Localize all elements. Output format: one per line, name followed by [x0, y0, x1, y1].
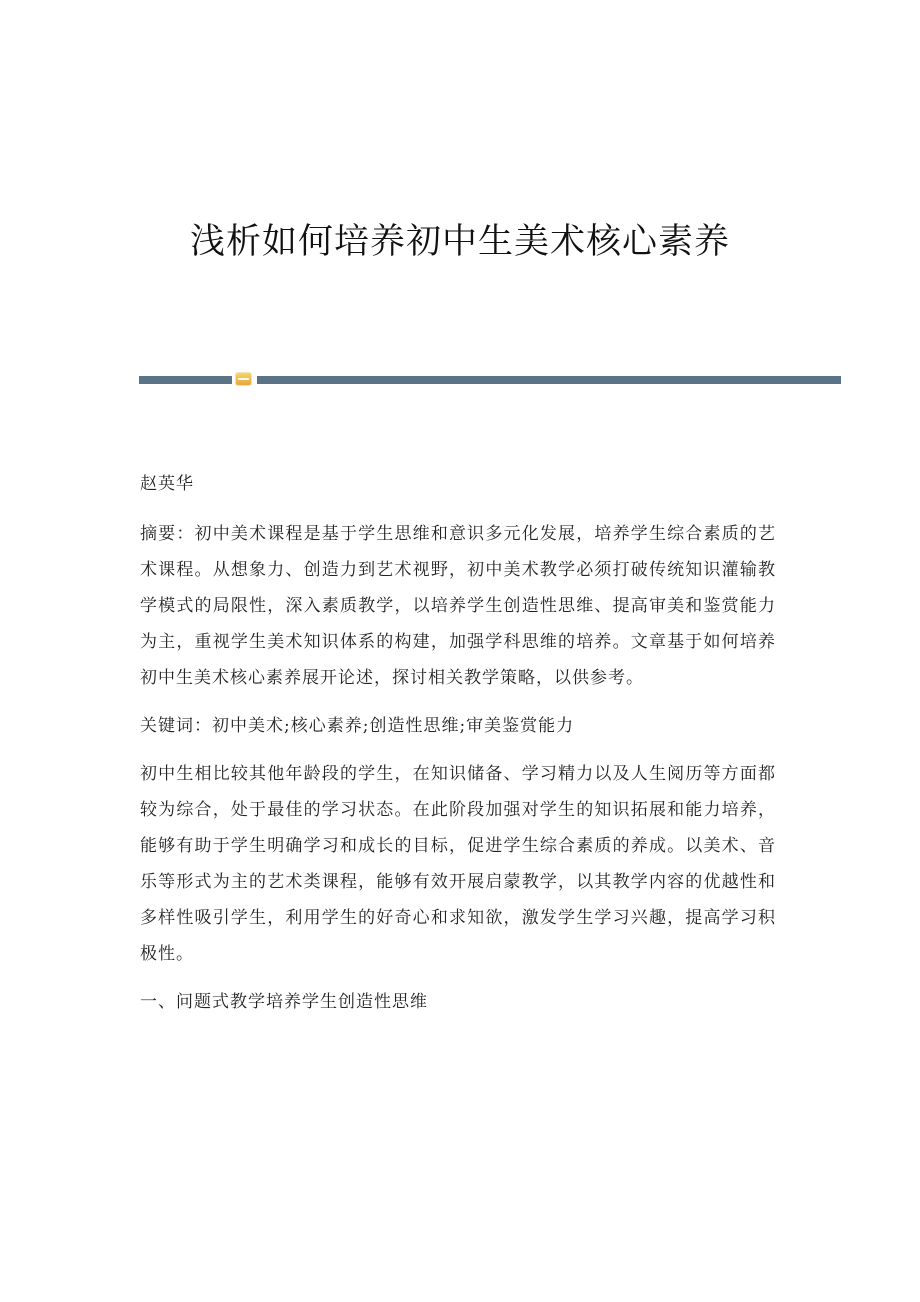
divider-bar-right [257, 376, 841, 384]
divider-ornament-icon [236, 373, 251, 385]
divider-bar-left [139, 376, 232, 384]
abstract-paragraph: 摘要：初中美术课程是基于学生思维和意识多元化发展，培养学生综合素质的艺术课程。从想象力、创造力到艺术视野，初中美术教学必须打破传统知识灌输教学模式的局限性，深入素质教学，以培养学生创造性思维、提高审美和鉴赏能力为主，重视学生美术知识体系的构建，加强学科思维的培养。文章基于如何培养初中生美术核心素养展开论述，探讨相关教学策略，以供参考。 [140, 524, 776, 688]
section-heading: 一、问题式教学培养学生创造性思维 [140, 992, 428, 1012]
title-divider [139, 372, 841, 386]
document-title: 浅析如何培养初中生美术核心素养 [189, 222, 730, 262]
document-body [140, 466, 776, 1032]
author-name: 赵英华 [140, 474, 194, 494]
keywords-line: 关键词：初中美术;核心素养;创造性思维;审美鉴赏能力 [140, 716, 575, 736]
intro-paragraph: 初中生相比较其他年龄段的学生，在知识储备、学习精力以及人生阅历等方面都较为综合，处于最佳的学习状态。在此阶段加强对学生的知识拓展和能力培养，能够有助于学生明确学习和成长的目标，促进学生综合素质的养成。以美术、音乐等形式为主的艺术类课程，能够有效开展启蒙教学，以其教学内容的优越性和多样性吸引学生，利用学生的好奇心和求知欲，激发学生学习兴趣，提高学习积极性。 [140, 764, 776, 964]
